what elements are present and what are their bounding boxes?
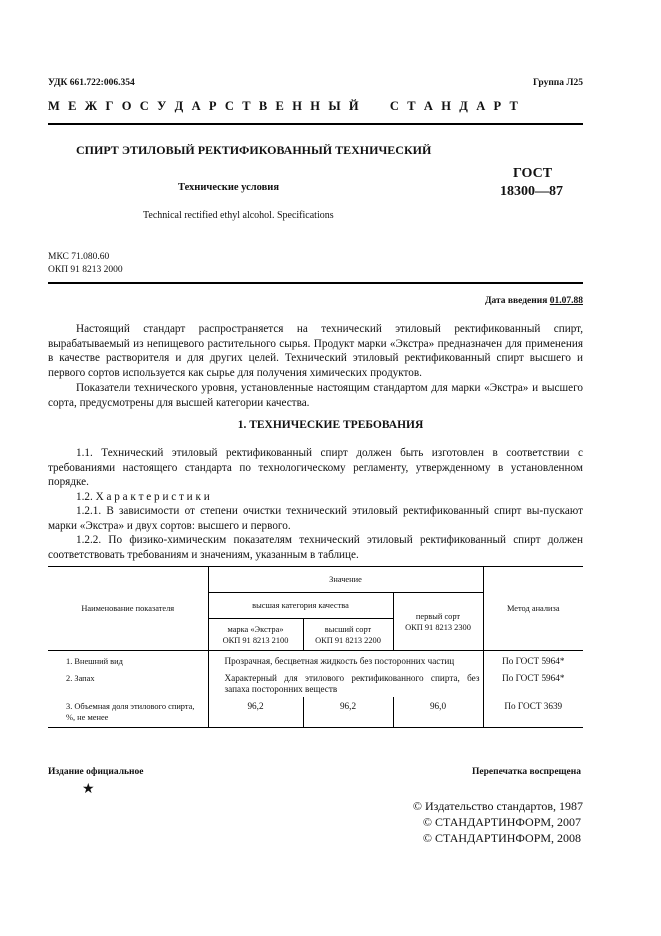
document-title: СПИРТ ЭТИЛОВЫЙ РЕКТИФИКОВАННЫЙ ТЕХНИЧЕСКИЙ [76,143,432,157]
row-first-grade: 96,0 [393,697,483,728]
codes-rule [48,282,583,284]
row-name: 2. Запах [48,669,208,697]
clause-1-2: 1.2. Х а р а к т е р и с т и к и [76,491,210,503]
official-edition: Издание официальное [48,767,144,777]
row-method: По ГОСТ 5964* [502,656,565,666]
header-highest-category: высшая категория качества [208,593,393,619]
extra-label: марка «Экстра» [227,624,284,634]
intro-paragraph: Настоящий стандарт распространяется на технический этиловый ректификованный спирт, вырабатываемый из непищевого растительного сырья. Продукт марки «Экстра» предназначен для применения в качестве растворителя и для других целей. Технический этиловый ректификованный спирт высшего и первого сортов используется как сырье для получения химических продуктов. [48,323,583,379]
intro-date-value: 01.07.88 [549,296,583,306]
intro-date [485,296,583,306]
requirements-table [48,566,583,728]
copyright-line: © Издательство стандартов, 1987 [412,799,583,813]
table-row [48,669,583,697]
header-value: Значение [208,567,483,593]
okp-code: ОКП 91 8213 2000 [48,265,123,275]
table-row [48,697,583,728]
intro-date-label: Дата введения [484,296,548,306]
star-icon: ★ [82,782,95,797]
row-top-grade: 96,2 [303,697,393,728]
standard-banner: М Е Ж Г О С У Д А Р С Т В Е Н Н Ы Й С Т А Н Д А Р Т [48,99,521,113]
english-title: Technical rectified ethyl alcohol. Specifications [143,210,334,221]
row-name: 1. Внешний вид [48,651,208,670]
gost-label: ГОСТ [513,166,553,181]
row-extra: 96,2 [208,697,303,728]
udk-code: УДК 661.722:006.354 [48,78,135,88]
top-grade-okp: ОКП 91 8213 2200 [315,635,381,645]
clause-1-1: 1.1. Технический этиловый ректификованный спирт должен быть изготовлен в соответствии с требованиями настоящего стандарта по технологическому регламенту, утвержденному в установленном порядке. [48,447,583,489]
row-method: По ГОСТ 3639 [483,697,583,728]
header-method: Метод анализа [483,567,583,651]
reprint-notice: Перепечатка воспрещена [471,767,581,777]
extra-okp: ОКП 91 8213 2100 [222,635,289,645]
section-heading: 1. ТЕХНИЧЕСКИЕ ТРЕБОВАНИЯ [237,419,424,431]
header-extra [208,619,303,651]
gost-number: 18300—87 [500,184,563,199]
quality-paragraph: Показатели технического уровня, установленные настоящим стандартом для марки «Экстра» и высшего сорта, предусмотрены для высшей категории качества. [48,382,583,409]
copyright-line: © СТАНДАРТИНФОРМ, 2008 [422,831,582,845]
copyright-block [413,798,583,846]
header-top-grade [303,619,393,651]
document-subtitle: Технические условия [178,182,280,193]
copyright-line: © СТАНДАРТИНФОРМ, 2007 [422,815,582,829]
table-row [48,651,583,670]
header-first-grade [393,593,483,651]
banner-rule [48,123,583,125]
top-grade-label: высший сорт [324,624,372,634]
mks-code: МКС 71.080.60 [48,252,110,262]
first-grade-okp: ОКП 91 8213 2300 [405,622,471,632]
first-grade-label: первый сорт [415,611,461,621]
header-indicator: Наименование показателя [48,567,208,651]
clause-1-2-2: 1.2.2. По физико-химическим показателям технический этиловый ректификованный спирт должен соответствовать требованиям и значениям, указанным в таблице. [48,534,583,561]
clause-1-2-1: 1.2.1. В зависимости от степени очистки технический этиловый ректификованный спирт вы-пускают марки «Экстра» и двух сортов: высшего и первого. [48,505,583,532]
row-method: По ГОСТ 5964* [502,673,565,683]
row-value: Прозрачная, бесцветная жидкость без посторонних частиц [208,651,483,670]
row-name: 3. Объемная доля этилового спирта, %, не менее [48,697,208,728]
row-value: Характерный для этилового ректификованного спирта, без запаха посторонних веществ [208,669,483,697]
group-code: Группа Л25 [532,78,583,88]
